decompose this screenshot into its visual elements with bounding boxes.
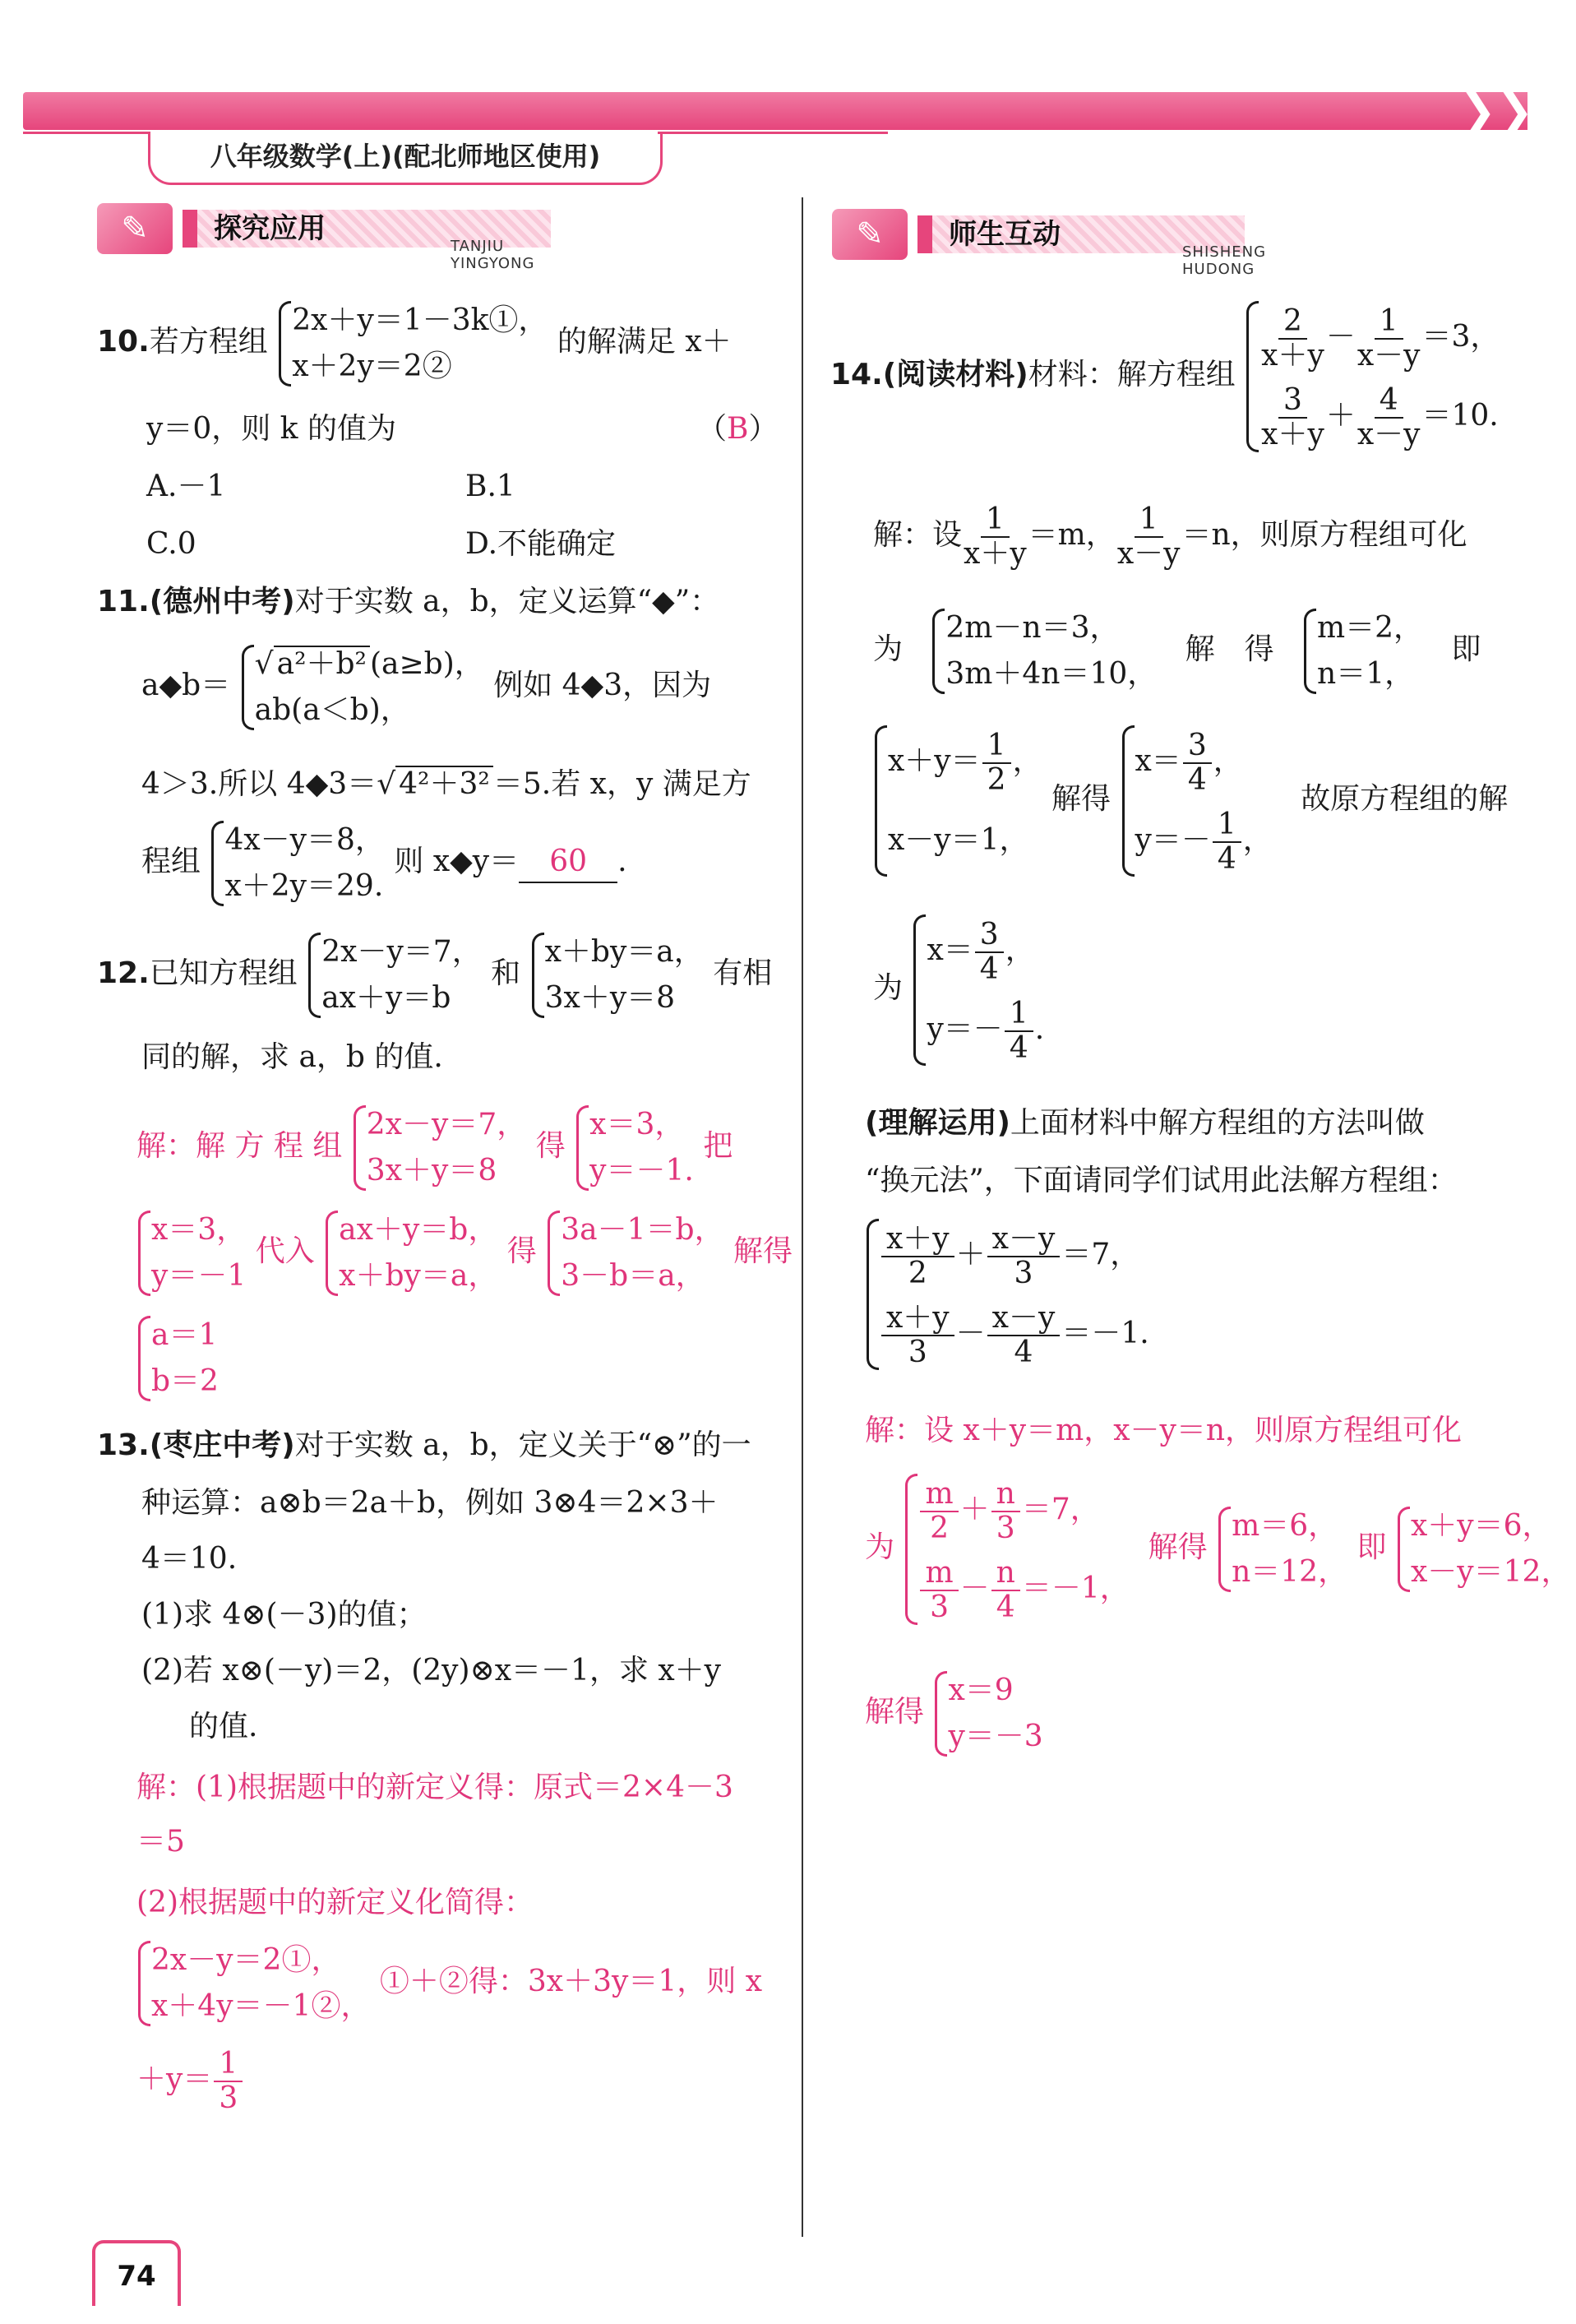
q14-stem: 14.(阅读材料)材料：解方程组 $\frac{2}{x+y}$ － $\frac{1}{x-y}$ ＝3， $\frac{3}{x+y}$ ＋ $\frac{4}{x-y}$ ＝10. xyxy=(830,298,1500,456)
q13-solution-1-cont: ＝5 xyxy=(136,1825,185,1859)
q12-stem: 12.已知方程组 2x－y＝7， ax＋y＝b 和 x＋by＝a， 3x＋y＝8 有相 xyxy=(97,929,772,1021)
pen-notebook-icon: ✎ xyxy=(832,209,908,260)
q10-option-c: C.0 xyxy=(146,527,196,561)
q12-solution-2: x＝3， y＝－1 代入 ax＋y＝b， x＋by＝a， 得 3a－1＝b， 3－b＝a， 解得 xyxy=(136,1207,793,1299)
page-number: 74 xyxy=(92,2240,181,2306)
q11-stem: 11.(德州中考)对于实数 a，b，定义运算“◆”： xyxy=(97,585,720,618)
section-title-right: 师生互动 xyxy=(917,215,1245,253)
q10-option-a: A.－1 xyxy=(146,470,226,503)
q14-apply-stem-2: “换元法”，下面请同学们试用此法解方程组： xyxy=(865,1164,1458,1197)
section-subtitle-right: SHISHENG HUDONG xyxy=(1182,243,1267,278)
q14-answer-system: 为 $\frac{m}{2}$ ＋ $\frac{n}{3}$ ＝7， $\frac{m}{3}$ － $\frac{n}{4}$ ＝－1， 解得 m＝6， n＝12， 即 x＋y＝6， x－y＝12， xyxy=(865,1470,1570,1628)
header-rule-right xyxy=(658,132,888,134)
q10-answer: B xyxy=(727,412,749,446)
q13-solution-system: 2x－y＝2①， x＋4y＝－1②， ①＋②得：3x＋3y＝1，则 x xyxy=(136,1937,762,2030)
q11-answer: 60 xyxy=(519,842,617,883)
header-rule-left xyxy=(23,132,148,134)
q13-part-2-cont: 的值. xyxy=(189,1710,258,1743)
q13-stem-2: 种运算：a⊗b＝2a＋b，例如 3⊗4＝2×3＋ xyxy=(141,1486,719,1520)
q14-answer-1: 解：设 x＋y＝m，x－y＝n，则原方程组可化 xyxy=(865,1414,1463,1447)
q11-definition: a◆b＝ √ a²＋b² (a≥b)， ab(a＜b)， 例如 4◆3，因为 xyxy=(141,641,711,734)
q10-answer-bracket: （B） xyxy=(697,412,779,446)
q13-solution-1: 解：(1)根据题中的新定义得：原式＝2×4－3 xyxy=(136,1771,733,1804)
q12-stem-cont: 同的解，求 a，b 的值. xyxy=(141,1040,443,1074)
q10-stem: 10.若方程组 2x＋y＝1－3k①， x＋2y＝2② 的解满足 x＋ xyxy=(97,298,732,390)
q11-system-line: 程组 4x－y＝8， x＋2y＝29. 则 x◆y＝ 60 . xyxy=(141,817,627,910)
q14-answer-final: 解得 x＝9 y＝－3 xyxy=(865,1668,1043,1760)
q13-part-1: (1)求 4⊗(－3)的值； xyxy=(141,1598,427,1632)
q14-apply-system: $\frac{x+y}{2}$ ＋ $\frac{x-y}{3}$ ＝7， $\frac{x+y}{3}$ － $\frac{x-y}{4}$ ＝－1. xyxy=(865,1215,1149,1373)
q14-material-system: 为 2m－n＝3， 3m＋4n＝10， 解 得 m＝2， n＝1， 即 xyxy=(873,605,1481,697)
q10-number: 10. xyxy=(97,325,150,359)
q13-part-2: (2)若 x⊗(－y)＝2，(2y)⊗x＝－1，求 x＋y xyxy=(141,1654,722,1687)
q14-material-answer: 为 x＝ $\frac{3}{4}$ ， y＝－ $\frac{1}{4}$ . xyxy=(873,911,1044,1069)
section-subtitle-left: TANJIU YINGYONG xyxy=(451,238,535,272)
q11-example: 4＞3.所以 4◆3＝√ 4²＋3² ＝5.若 x，y 满足方 xyxy=(141,767,751,801)
q14-material-solution: 解：设 $\frac{1}{x+y}$ ＝m， $\frac{1}{x-y}$ ＝n，则原方程组可化 xyxy=(873,502,1467,571)
book-title: 八年级数学(上)(配北师地区使用) xyxy=(148,132,663,185)
q13-stem-3: 4＝10. xyxy=(141,1542,238,1576)
q10-system: 2x＋y＝1－3k①， x＋2y＝2② xyxy=(277,298,548,390)
q10-option-b: B.1 xyxy=(465,470,515,503)
column-divider xyxy=(802,197,803,2237)
q14-apply-stem: (理解运用)上面材料中解方程组的方法叫做 xyxy=(865,1106,1425,1140)
q13-solution-2: (2)根据题中的新定义化简得： xyxy=(136,1886,534,1919)
chevrons-icon: ❯❯❯ xyxy=(1459,85,1571,137)
q12-solution-1: 解：解 方 程 组 2x－y＝7， 3x＋y＝8 得 x＝3， y＝－1. 把 xyxy=(136,1102,733,1194)
q13-solution-final: ＋y＝ $\frac{1}{3}$ xyxy=(136,2048,244,2115)
header-band xyxy=(23,92,1527,130)
section-title-left: 探究应用 xyxy=(183,210,551,248)
q13-stem: 13.(枣庄中考)对于实数 a，b，定义关于“⊗”的一 xyxy=(97,1428,751,1462)
pen-notebook-icon: ✎ xyxy=(97,203,173,254)
q12-solution-3: a＝1 b＝2 xyxy=(136,1312,219,1405)
q10-option-d: D.不能确定 xyxy=(465,527,617,561)
q10-stem-cont: y＝0，则 k 的值为 xyxy=(146,412,396,446)
q14-material-xy: x＋y＝ $\frac{1}{2}$ ， x－y＝1， 解得 x＝ $\frac{3}{4}$ ， y＝－ $\frac{1}{4}$ ， 故原方程组的解 xyxy=(873,722,1508,880)
